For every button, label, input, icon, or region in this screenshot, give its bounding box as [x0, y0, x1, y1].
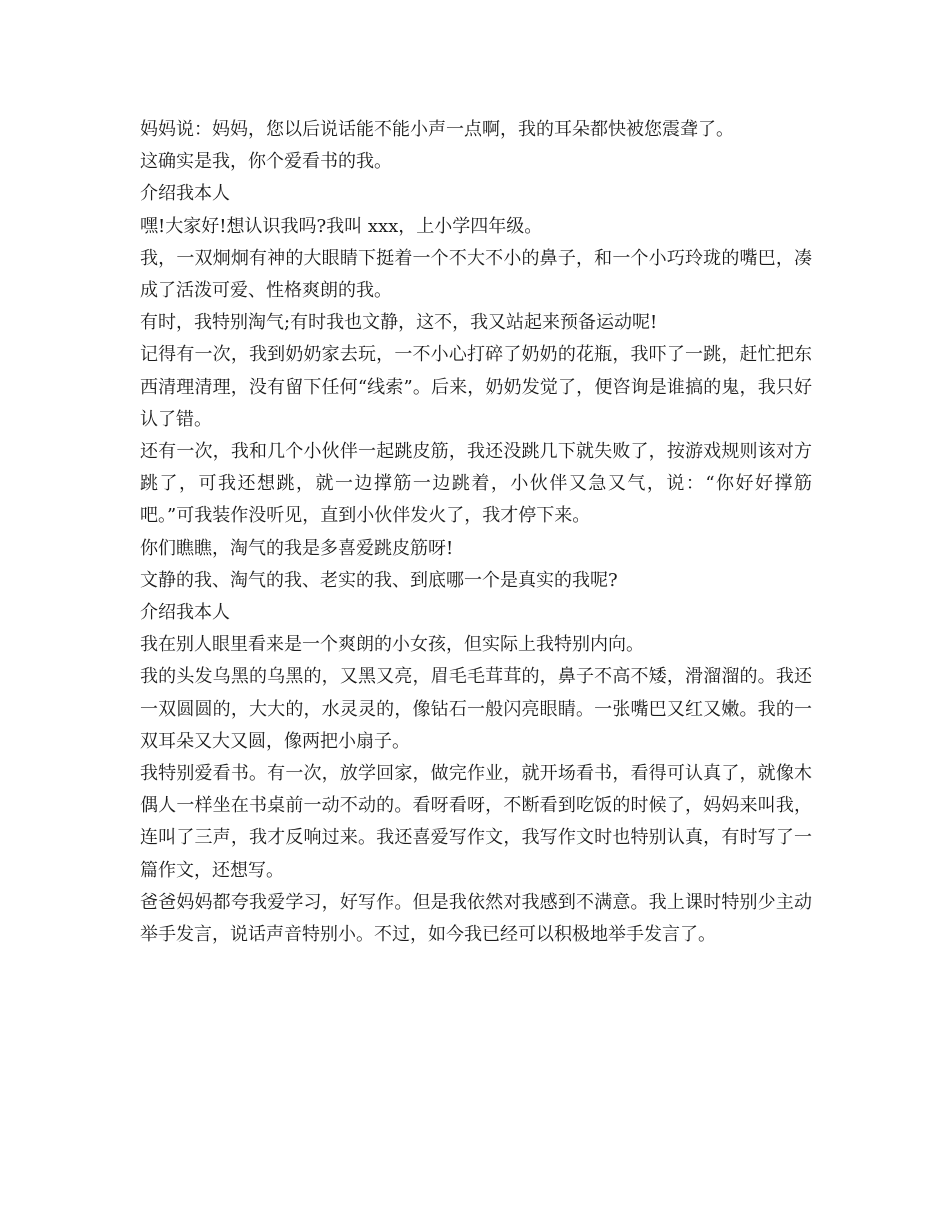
paragraph: 这确实是我，你个爱看书的我。 — [140, 151, 392, 173]
document-body — [140, 114, 812, 951]
paragraph: 妈妈说：妈妈，您以后说话能不能小声一点啊，我的耳朵都快被您震聋了。 — [140, 119, 734, 140]
paragraph: 我，一双炯炯有神的大眼睛下挺着一个不大不小的鼻子，和一个小巧玲珑的嘴巴，凑成了活泼可爱、性格爽朗的我。 — [140, 247, 812, 302]
paragraph: 有时，我特别淘气;有时我也文静，这不，我又站起来预备运动呢! — [140, 312, 658, 334]
paragraph: 还有一次，我和几个小伙伴一起跳皮筋，我还没跳几下就失败了，按游戏规则该对方跳了，可我还想跳，就一边撑筋一边跳着，小伙伴又急又气，说：“你好好撑筋吧。”可我装作没听见，直到小伙伴发火了，我才停下来。 — [140, 441, 812, 527]
paragraph: 我的头发乌黑的乌黑的，又黑又亮，眉毛毛茸茸的，鼻子不高不矮，滑溜溜的。我还一双圆圆的，大大的，水灵灵的，像钻石一般闪亮眼睛。一张嘴巴又红又嫩。我的一双耳朵又大又圆，像两把小扇子。 — [140, 666, 812, 752]
section-heading: 介绍我本人 — [140, 183, 230, 205]
paragraph: 记得有一次，我到奶奶家去玩，一不小心打碎了奶奶的花瓶，我吓了一跳，赶忙把东西清理清理，没有留下任何“线索”。后来，奶奶发觉了，便咨询是谁搞的鬼，我只好认了错。 — [140, 344, 812, 430]
paragraph: 爸爸妈妈都夸我爱学习，好写作。但是我依然对我感到不满意。我上课时特别少主动举手发言，说话声音特别小。不过，如今我已经可以积极地举手发言了。 — [140, 891, 812, 946]
paragraph: 文静的我、淘气的我、老实的我、到底哪一个是真实的我呢? — [140, 569, 618, 591]
section-heading: 介绍我本人 — [140, 602, 230, 624]
paragraph: 嘿!大家好!想认识我吗?我叫 xxx，上小学四年级。 — [140, 215, 543, 237]
paragraph: 你们瞧瞧，淘气的我是多喜爱跳皮筋呀! — [140, 537, 454, 559]
paragraph: 我特别爱看书。有一次，放学回家，做完作业，就开场看书，看得可认真了，就像木偶人一样坐在书桌前一动不动的。看呀看呀，不断看到吃饭的时候了，妈妈来叫我，连叫了三声，我才反响过来。我还喜爱写作文，我写作文时也特别认真，有时写了一篇作文，还想写。 — [140, 763, 812, 881]
paragraph: 我在别人眼里看来是一个爽朗的小女孩，但实际上我特别内向。 — [140, 634, 644, 656]
